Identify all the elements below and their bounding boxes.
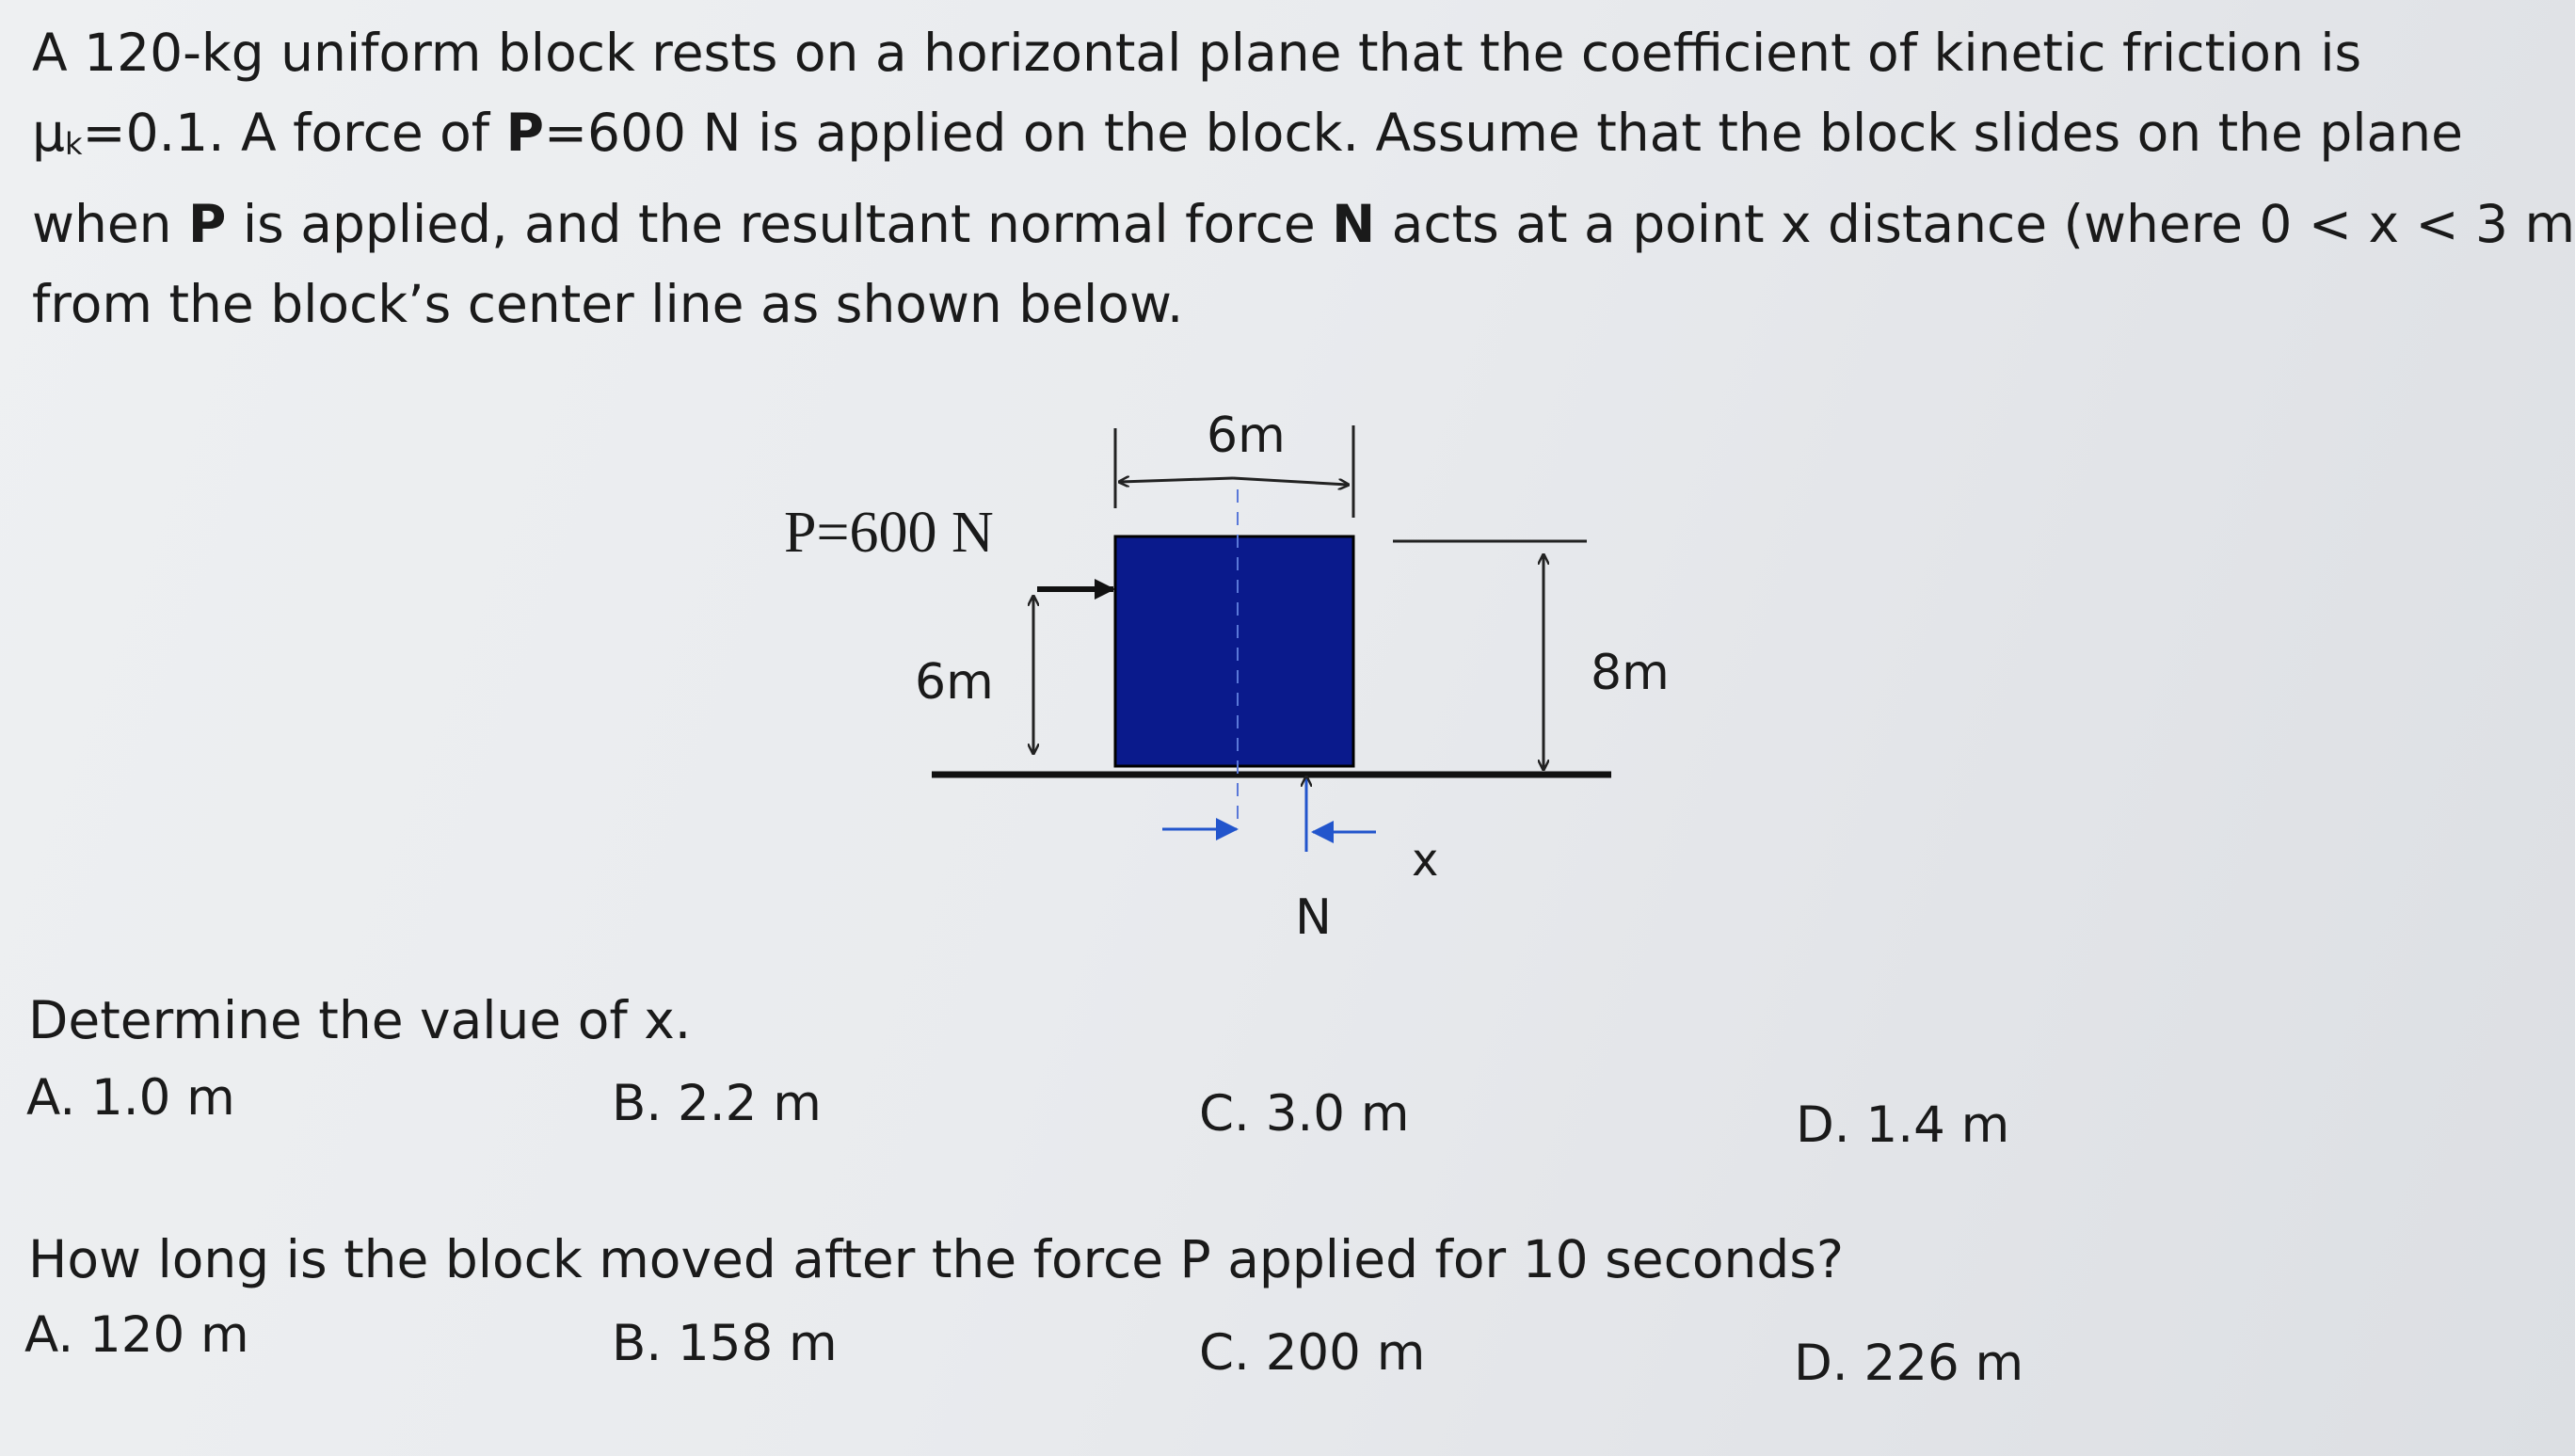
question-2-option-a[interactable]: A. 120 m — [24, 1306, 249, 1364]
statement-text: =600 N is applied on the block. Assume that the block slides on the plane — [543, 103, 2463, 163]
statement-line-4: from the block’s center line as shown below. — [32, 274, 1184, 334]
question-2-option-c[interactable]: C. 200 m — [1199, 1324, 1426, 1382]
top-dim-label: 6m — [1207, 408, 1286, 464]
normal-force-label: N — [1295, 889, 1332, 946]
left-dim-label: 6m — [915, 654, 994, 711]
force-label: P=600 N — [784, 501, 994, 565]
top-dim-arrow — [1233, 478, 1348, 485]
question-1-option-b[interactable]: B. 2.2 m — [612, 1075, 822, 1132]
question-1: Determine the value of x. — [28, 990, 692, 1050]
normal-symbol: N — [1332, 194, 1376, 254]
question-1-option-a[interactable]: A. 1.0 m — [26, 1069, 235, 1127]
force-symbol: P — [505, 103, 544, 163]
statement-text: acts at a point x distance (where 0 < x < 3 m — [1375, 194, 2575, 254]
mu-subscript: k — [65, 126, 83, 162]
right-dim-label: 8m — [1591, 645, 1670, 701]
question-1-option-c[interactable]: C. 3.0 m — [1199, 1085, 1410, 1143]
question-2-option-d[interactable]: D. 226 m — [1794, 1335, 2024, 1392]
statement-text: is applied, and the resultant normal force — [226, 194, 1333, 254]
block — [1115, 536, 1353, 766]
statement-text: when — [32, 194, 189, 254]
x-label: x — [1412, 834, 1439, 887]
statement-text: =0.1. A force of — [82, 103, 506, 163]
force-symbol: P — [188, 194, 227, 254]
statement-line-1: A 120-kg uniform block rests on a horizontal plane that the coefficient of kinetic friction is — [32, 23, 2362, 83]
question-2-option-b[interactable]: B. 158 m — [612, 1315, 838, 1372]
mu-symbol: μ — [32, 103, 65, 163]
top-dim-arrow — [1120, 478, 1233, 482]
question-1-option-d[interactable]: D. 1.4 m — [1796, 1096, 2010, 1154]
question-2: How long is the block moved after the force P applied for 10 seconds? — [28, 1229, 1845, 1289]
